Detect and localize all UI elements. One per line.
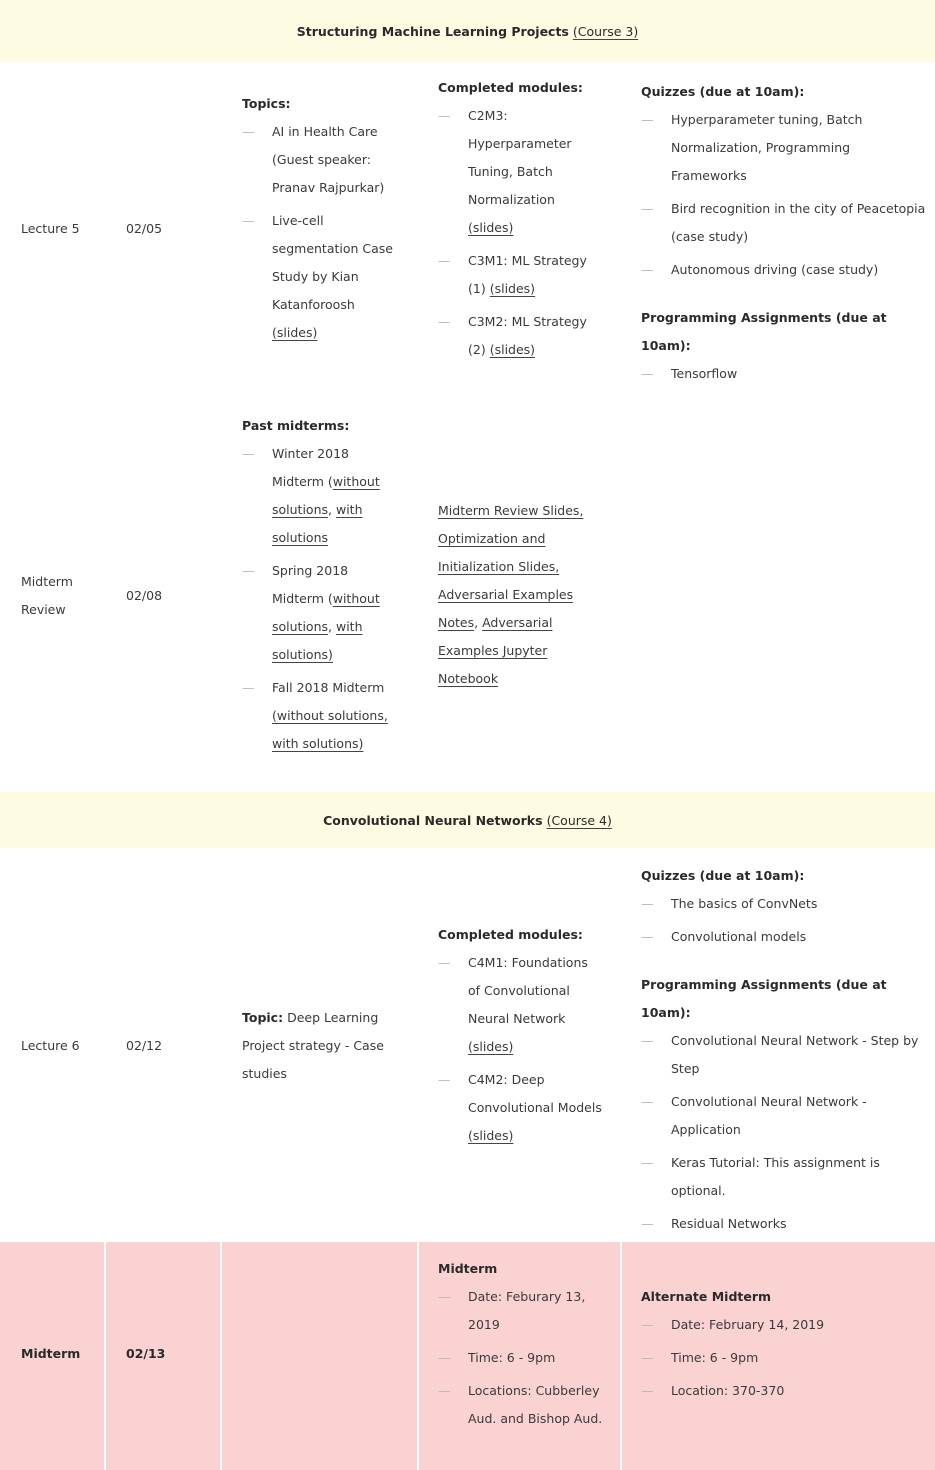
module-item: — C3M2: ML Strategy (2) (slides) (438, 308, 628, 364)
lecture5-assignments (641, 78, 926, 393)
lecture5-modules (438, 74, 628, 369)
programming-assignments-heading: Programming Assignments (due at 10am): (641, 977, 887, 1020)
modules-heading: Completed modules: (438, 80, 583, 95)
review-event: Midterm Review (21, 574, 73, 617)
adversarial-notebook-link[interactable]: Examples Jupyter (438, 643, 548, 658)
programming-assignments-heading: Programming Assignments (due at 10am): (641, 310, 887, 353)
midterm-heading: Midterm (438, 1261, 498, 1276)
without-solutions-link[interactable]: without (332, 474, 380, 489)
midterm-detail-item: — Date: Feburary 13, 2019 (438, 1283, 613, 1339)
lecture5-event: Lecture 5 (21, 221, 80, 236)
topic-item: — Live-cell segmentation Case Study by Kian Katanforoosh (slides) (242, 207, 422, 347)
alternate-detail-item: — Date: February 14, 2019 (641, 1311, 926, 1339)
with-solutions-link[interactable]: with (335, 619, 363, 634)
adversarial-notes-link[interactable]: Notes (438, 615, 475, 630)
course3-banner (0, 0, 935, 62)
slides-link[interactable]: (slides) (468, 220, 514, 235)
modules-heading: Completed modules: (438, 927, 583, 942)
past-midterm-item: — Spring 2018 Midterm (without solutions, with solutions) (242, 557, 422, 669)
with-solutions-link[interactable]: with solutions) (272, 736, 364, 751)
assignment-item: — Convolutional Neural Network - Application (641, 1088, 926, 1144)
assignment-item: — Keras Tutorial: This assignment is optional. (641, 1149, 926, 1205)
without-solutions-link[interactable]: without (332, 591, 380, 606)
quiz-item: — Autonomous driving (case study) (641, 256, 926, 284)
midterm-row (0, 1242, 935, 1470)
slides-link[interactable]: (slides) (468, 1039, 514, 1054)
midterm-details (438, 1255, 613, 1438)
midterm-review-slides-link[interactable]: Midterm Review Slides, (438, 503, 584, 518)
adversarial-notebook-link[interactable]: Notebook (438, 671, 499, 686)
course4-title: Convolutional Neural Networks (323, 812, 543, 828)
column-divider (104, 1242, 106, 1470)
assignment-item: — Residual Networks (641, 1210, 926, 1238)
review-date: 02/08 (126, 588, 163, 603)
module-item: — C4M1: Foundations of Convolutional Neural Network (slides) (438, 949, 628, 1061)
alternate-detail-item: — Location: 370-370 (641, 1377, 926, 1405)
module-item: — C3M1: ML Strategy (1) (slides) (438, 247, 628, 303)
without-solutions-link[interactable]: solutions (272, 502, 329, 517)
module-item: — C2M3: Hyperparameter Tuning, Batch Normalization (slides) (438, 102, 628, 242)
assignment-item: — Tensorflow (641, 360, 926, 388)
midterm-detail-item: — Locations: Cubberley Aud. and Bishop Aud. (438, 1377, 613, 1433)
slides-link[interactable]: (slides) (272, 325, 318, 340)
course4-link[interactable]: (Course 4) (546, 812, 612, 828)
course3-link[interactable]: (Course 3) (572, 23, 639, 39)
quiz-item: — Hyperparameter tuning, Batch Normalization, Programming Frameworks (641, 106, 926, 190)
alternate-midterm-heading: Alternate Midterm (641, 1289, 772, 1304)
adversarial-notes-link[interactable]: Adversarial Examples (438, 587, 574, 602)
optimization-slides-link[interactable]: Initialization Slides, (438, 559, 560, 574)
column-divider (417, 1242, 419, 1470)
course3-title: Structuring Machine Learning Projects (296, 23, 569, 39)
quiz-item: — The basics of ConvNets (641, 890, 926, 918)
without-solutions-link[interactable]: solutions (272, 619, 329, 634)
lecture5-topics (242, 90, 422, 352)
past-midterms-heading: Past midterms: (242, 418, 350, 433)
midterm-date: 02/13 (126, 1346, 166, 1361)
with-solutions-link[interactable]: solutions) (272, 647, 333, 662)
lecture5-date: 02/05 (126, 221, 163, 236)
topic-item: — AI in Health Care (Guest speaker: Pranav Rajpurkar) (242, 118, 422, 202)
module-item: — C4M2: Deep Convolutional Models (slides) (438, 1066, 628, 1150)
with-solutions-link[interactable]: with (335, 502, 363, 517)
quizzes-heading: Quizzes (due at 10am): (641, 84, 805, 99)
quizzes-heading: Quizzes (due at 10am): (641, 868, 805, 883)
review-row (0, 380, 935, 792)
past-midterms (242, 412, 422, 763)
lecture6-modules (438, 921, 628, 1155)
past-midterm-item: — Winter 2018 Midterm (without solutions, with solutions (242, 440, 422, 552)
alternate-detail-item: — Time: 6 - 9pm (641, 1344, 926, 1372)
midterm-event: Midterm (21, 1346, 81, 1361)
midterm-detail-item: — Time: 6 - 9pm (438, 1344, 613, 1372)
quiz-item: — Convolutional models (641, 923, 926, 951)
lecture5-row (0, 62, 935, 380)
topic-label: Topic: (242, 1010, 284, 1025)
quiz-item: — Bird recognition in the city of Peacetopia (case study) (641, 195, 926, 251)
assignment-item: — Convolutional Neural Network - Step by Step (641, 1027, 926, 1083)
slides-link[interactable]: (slides) (468, 1128, 514, 1143)
past-midterm-item: — Fall 2018 Midterm (without solutions, with solutions) (242, 674, 422, 758)
lecture6-row (0, 848, 935, 1242)
review-materials: Midterm Review Slides, Optimization and Initialization Slides, Adversarial Examples Notes, Adversarial Examples Jupyter Notebook (438, 503, 584, 686)
column-divider (220, 1242, 222, 1470)
slides-link[interactable]: (slides) (489, 281, 536, 296)
course4-banner (0, 792, 935, 848)
alternate-midterm (641, 1283, 926, 1410)
optimization-slides-link[interactable]: Optimization and (438, 531, 546, 546)
topics-heading: Topics: (242, 96, 291, 111)
lecture6-date: 02/12 (126, 1038, 163, 1053)
lecture6-assignments (641, 862, 926, 1243)
lecture6-topic: Topic: Deep Learning Project strategy - Case studies (242, 1010, 384, 1081)
adversarial-notebook-link[interactable]: Adversarial (482, 615, 553, 630)
column-divider (620, 1242, 622, 1470)
slides-link[interactable]: (slides) (489, 342, 536, 357)
without-solutions-link[interactable]: (without solutions, (272, 708, 388, 723)
lecture6-event: Lecture 6 (21, 1038, 80, 1053)
with-solutions-link[interactable]: solutions (272, 530, 329, 545)
